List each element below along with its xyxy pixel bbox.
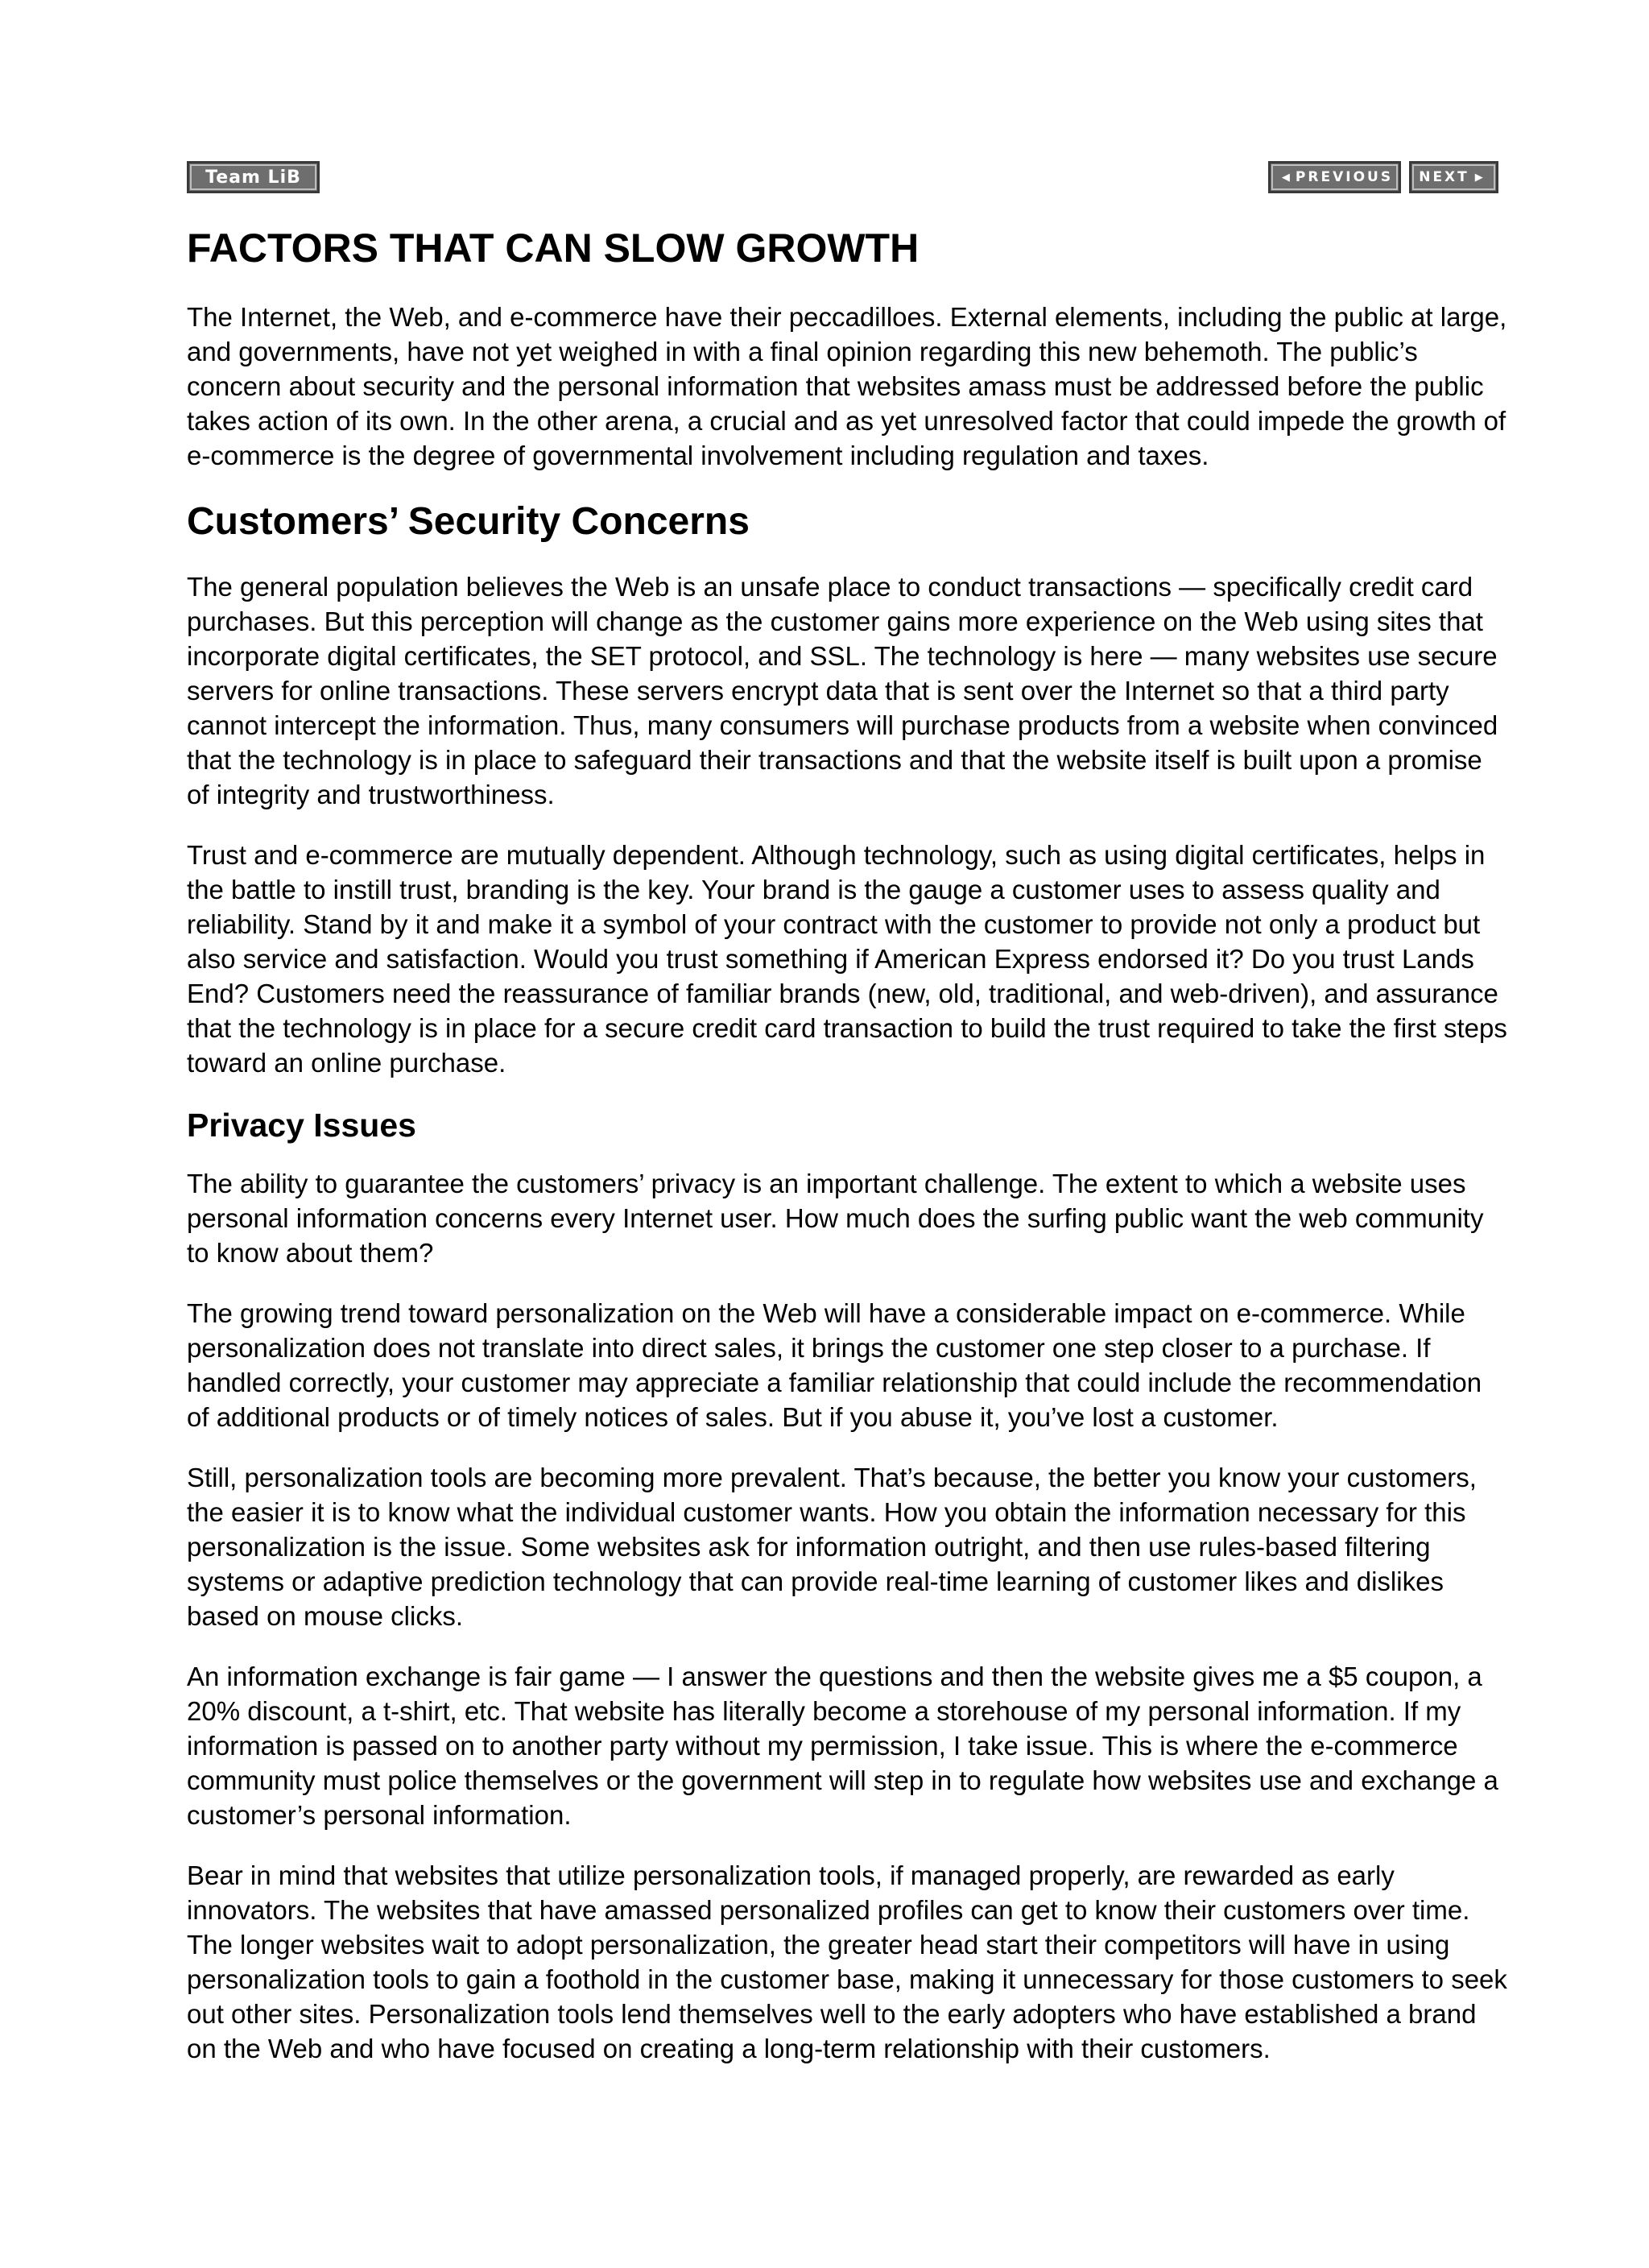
intro-paragraph: The Internet, the Web, and e-commerce have their peccadilloes. External elements, including the public at large, and governments, have not yet weighed in with a final opinion regarding this new behemoth. The public’s concern about security and the personal information that websites amass must be addressed before the public takes action of its own. In the other arena, a crucial and as yet unresolved factor that could impede the growth of e-commerce is the degree of governmental involvement including regulation and taxes.	[187, 302, 1507, 470]
next-label: NEXT	[1419, 169, 1469, 185]
security-paragraph: Trust and e-commerce are mutually dependent. Although technology, such as using digital certificates, helps in the battle to instill trust, branding is the key. Your brand is the gauge a customer uses to assess quality and reliability. Stand by it and make it a symbol of your contract with the customer to provide not only a product but also service and satisfaction. Would you trust something if American Express endorsed it? Do you trust Lands End? Customers need the reassurance of familiar brands (new, old, traditional, and web-driven), and assurance that the technology is in place for a secure credit card transaction to build the trust required to take the first steps toward an online purchase.	[187, 839, 1507, 1078]
privacy-paragraph: Bear in mind that websites that utilize personalization tools, if managed properly, are rewarded as early innovators. The websites that have amassed personalized profiles can get to know their customers over time. The longer websites wait to adopt personalization, the greater head start their competitors will have in using personalization tools to gain a foothold in the customer base, making it unnecessary for those customers to seek out other sites. Personalization tools lend themselves well to the early adopters who have established a brand on the Web and who have focused on creating a long-term relationship with their customers.	[187, 1860, 1507, 2063]
privacy-paragraph: Still, personalization tools are becoming more prevalent. That’s because, the better you know your customers, the easier it is to know what the individual customer wants. How you obtain the information necessary for this personalization is the issue. Some websites ask for information outright, and then use rules-based filtering systems or adaptive prediction technology that can provide real-time learning of customer likes and dislikes based on mouse clicks.	[187, 1462, 1477, 1631]
previous-button[interactable]	[1268, 161, 1401, 193]
security-paragraph: The general population believes the Web is an unsafe place to conduct transactions — specifically credit card purchases. But this perception will change as the customer gains more experience on the Web using sites that incorporate digital certificates, the SET protocol, and SSL. The technology is here — many websites use secure servers for online transactions. These servers encrypt data that is sent over the Internet so that a third party cannot intercept the information. Thus, many consumers will purchase products from a website when convinced that the technology is in place to safeguard their transactions and that the website itself is built upon a promise of integrity and trustworthiness.	[187, 571, 1498, 809]
privacy-paragraph: The ability to guarantee the customers’ privacy is an important challenge. The extent to which a website uses personal information concerns every Internet user. How much does the surfing public want the web community to know about them?	[187, 1168, 1484, 1268]
privacy-heading: Privacy Issues	[187, 1106, 416, 1144]
page-title: FACTORS THAT CAN SLOW GROWTH	[187, 226, 920, 271]
privacy-paragraph: The growing trend toward personalization on the Web will have a considerable impact on e-commerce. While personalization does not translate into direct sales, it brings the customer one step closer to a purchase. If handled correctly, your customer may appreciate a familiar relationship that could include the recommendation of additional products or of timely notices of sales. But if you abuse it, you’ve lost a customer.	[187, 1297, 1482, 1432]
privacy-paragraph: An information exchange is fair game — I answer the questions and then the website gives me a $5 coupon, a 20% discount, a t-shirt, etc. That website has literally become a storehouse of my personal information. If my information is passed on to another party without my permission, I take issue. This is where the e-commerce community must police themselves or the government will step in to regulate how websites use and exchange a customer’s personal information.	[187, 1661, 1498, 1830]
previous-label: PREVIOUS	[1295, 169, 1394, 185]
triangle-right-icon: ▶	[1474, 171, 1483, 184]
team-lib-button[interactable]	[187, 161, 320, 193]
article	[187, 216, 1507, 2092]
triangle-left-icon: ◀	[1281, 171, 1290, 184]
security-heading: Customers’ Security Concerns	[187, 500, 750, 543]
team-lib-label: Team LiB	[205, 167, 301, 188]
next-button[interactable]	[1409, 161, 1498, 193]
